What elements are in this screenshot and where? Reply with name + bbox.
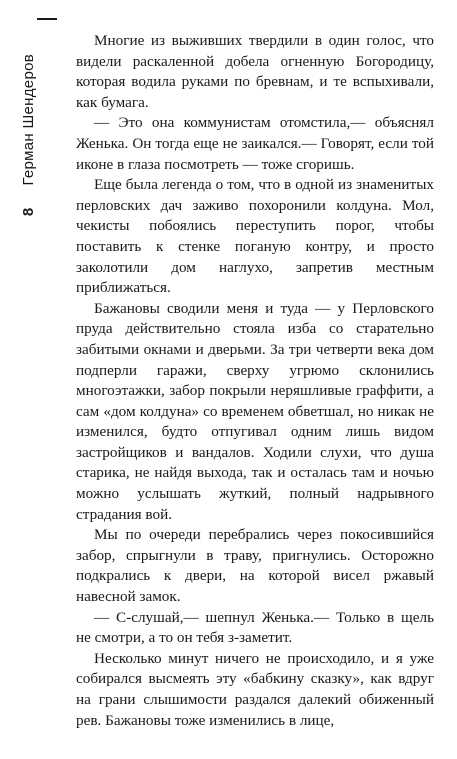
paragraph: Еще была легенда о том, что в одной из знаменитых перловских дач заживо похоронили колдуна. Мол, чекисты побоялись переступить порог, чтобы поставить к стенке поганую контру, и просто заколотили дом наглухо, запретив местным приближаться.	[76, 176, 434, 297]
author-name: Герман Шендеров	[20, 54, 37, 186]
page-number: 8	[20, 207, 37, 217]
paragraph: Мы по очереди перебрались через покосившийся забор, спрыгнули в траву, пригнулись. Осторожно подкрались к двери, на которой висел ржавый навесной замок.	[76, 526, 434, 606]
paragraph: — С-слушай,— шепнул Женька.— Только в щель не смотри, а то он тебя з-заметит.	[76, 608, 434, 647]
header-rule	[37, 18, 57, 20]
paragraph: Бажановы сводили меня и туда — у Перловского пруда действительно стояла изба со старательно забитыми окнами и дверьми. За три четверти века дом подперли гаражи, сверху угрюмо склонились многоэтажки, забор покрыли неряшливые граффити, а сам «дом колдуна» со временем обветшал, но никак не изменился, будто отпугивал одним лишь видом застройщиков и вандалов. Ходили слухи, что душа старика, не найдя выхода, так и осталась там и ночью можно услышать жуткий, полный надрывного страдания вой.	[76, 299, 434, 523]
running-header	[20, 54, 52, 314]
paragraph: Многие из выживших твердили в один голос, что видели раскаленной добела огненную Богородицу, которая водила руками по бревнам, и те вспыхивали, как бумага.	[76, 32, 434, 111]
paragraph: — Это она коммунистам отомстила,— объяснял Женька. Он тогда еще не заикался.— Говорят, если той иконе в глаза посмотреть — тоже сгоришь.	[76, 114, 434, 173]
page-body	[76, 31, 434, 731]
running-header-text	[20, 54, 38, 216]
paragraph: Несколько минут ничего не происходило, и я уже собирался высмеять эту «бабкину сказку», как вдруг на грани слышимости раздался далекий обиженный рев. Бажановы тоже изменились в лице,	[76, 649, 434, 729]
